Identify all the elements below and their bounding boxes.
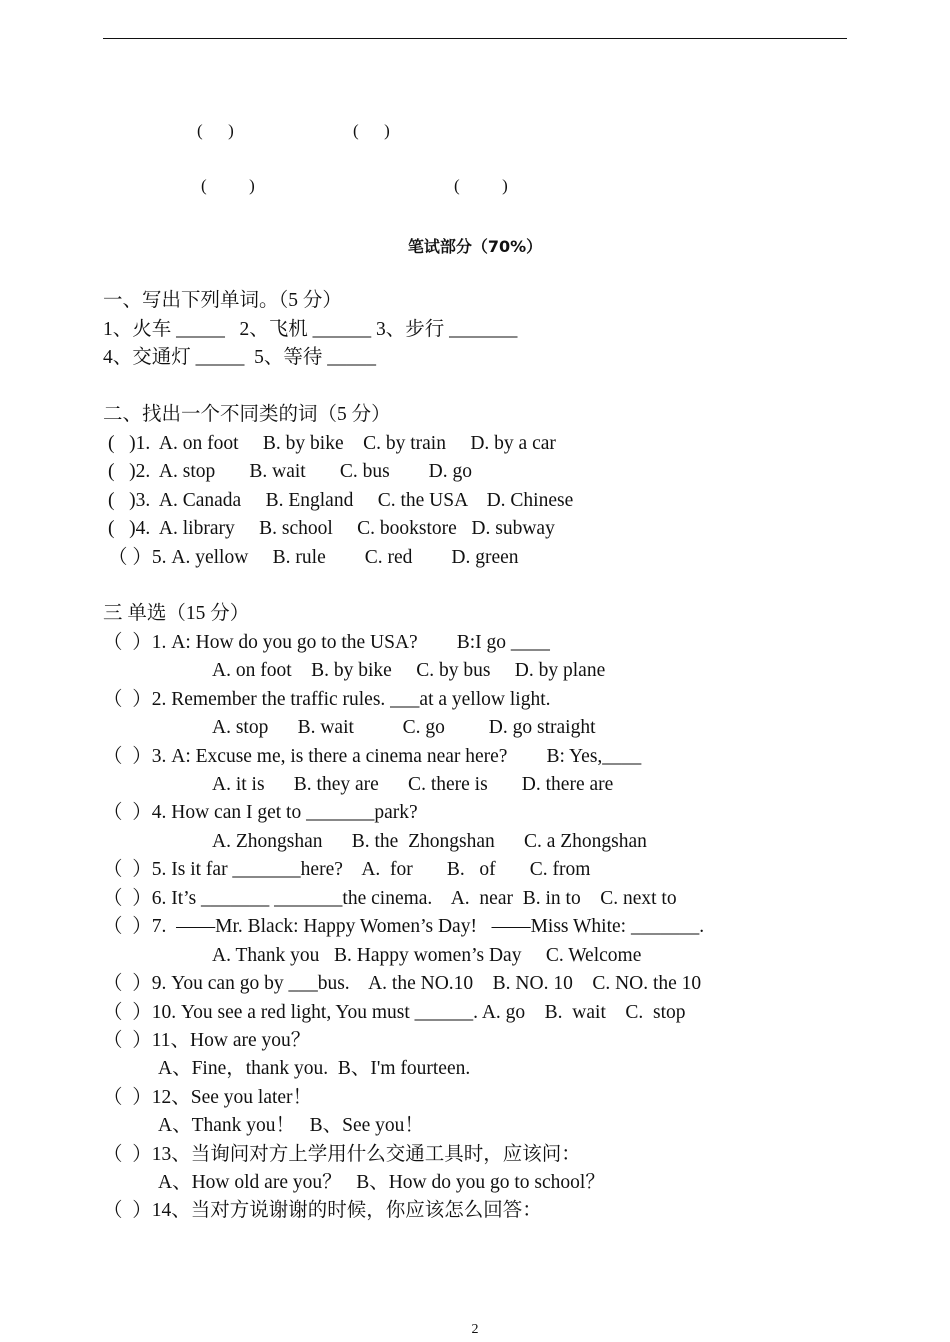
part3-options: A、Thank you！ B、See you！	[158, 1115, 424, 1136]
answer-bracket: ( )	[197, 121, 234, 140]
part1-heading: 一、写出下列单词。（5 分）	[103, 290, 342, 311]
answer-bracket: ( )	[201, 176, 255, 195]
part3-options: A. it is B. they are C. there is D. there are	[212, 774, 614, 795]
part3-question: （ ）6. It’s _______ _______the cinema. A. near B. in to C. next to	[103, 888, 677, 909]
part2-question: ( )3. A. Canada B. England C. the USA D. Chinese	[108, 490, 574, 511]
header-rule	[103, 38, 847, 39]
answer-bracket: ( )	[454, 176, 508, 195]
part3-question: （ ）7. ——Mr. Black: Happy Women’s Day! ——Miss White: _______.	[103, 916, 705, 937]
part3-question: （ ）13、当询问对方上学用什么交通工具时，应该问：	[103, 1144, 581, 1165]
part3-options: A. Thank you B. Happy women’s Day C. Welcome	[212, 945, 642, 966]
part1-line: 4、交通灯 _____ 5、等待 _____	[103, 347, 377, 368]
answer-bracket: ( )	[353, 121, 390, 140]
part3-options: A、Fine，thank you. B、I'm fourteen.	[158, 1058, 471, 1079]
part3-options: A、How old are you？ B、How do you go to school？	[158, 1172, 605, 1193]
page-number: 2	[471, 1322, 479, 1337]
part2-question: ( )4. A. library B. school C. bookstore D. subway	[108, 518, 555, 539]
part3-heading: 三 单选（15 分）	[103, 603, 250, 624]
part3-question: （ ）14、当对方说谢谢的时候，你应该怎么回答：	[103, 1200, 542, 1221]
part3-question: （ ）10. You see a red light, You must ______. A. go B. wait C. stop	[103, 1002, 686, 1023]
part1-line: 1、火车 _____ 2、飞机 ______ 3、步行 _______	[103, 319, 518, 340]
part2-question: ( )2. A. stop B. wait C. bus D. go	[108, 461, 473, 482]
part2-heading: 二、找出一个不同类的词（5 分）	[103, 404, 391, 425]
part3-options: A. on foot B. by bike C. by bus D. by plane	[212, 660, 606, 681]
part3-question: （ ）12、See you later！	[103, 1087, 313, 1108]
part3-question: （ ）4. How can I get to _______park?	[103, 802, 418, 823]
part3-question: （ ）1. A: How do you go to the USA? B:I go ____	[103, 632, 550, 653]
part2-question: ( )1. A. on foot B. by bike C. by train D. by a car	[108, 433, 556, 454]
part3-options: A. stop B. wait C. go D. go straight	[212, 717, 596, 738]
part3-question: （ ）3. A: Excuse me, is there a cinema near here? B: Yes,____	[103, 746, 642, 767]
part3-question: （ ）5. Is it far _______here? A. for B. of C. from	[103, 859, 591, 880]
part3-options: A. Zhongshan B. the Zhongshan C. a Zhongshan	[212, 831, 647, 852]
section-title: 笔试部分（70%）	[407, 237, 543, 256]
part3-question: （ ）11、How are you？	[103, 1030, 311, 1051]
part3-question: （ ）9. You can go by ___bus. A. the NO.10 B. NO. 10 C. NO. the 10	[103, 973, 702, 994]
part3-question: （ ）2. Remember the traffic rules. ___at a yellow light.	[103, 689, 551, 710]
part2-question: （ ）5. A. yellow B. rule C. red D. green	[108, 547, 519, 568]
